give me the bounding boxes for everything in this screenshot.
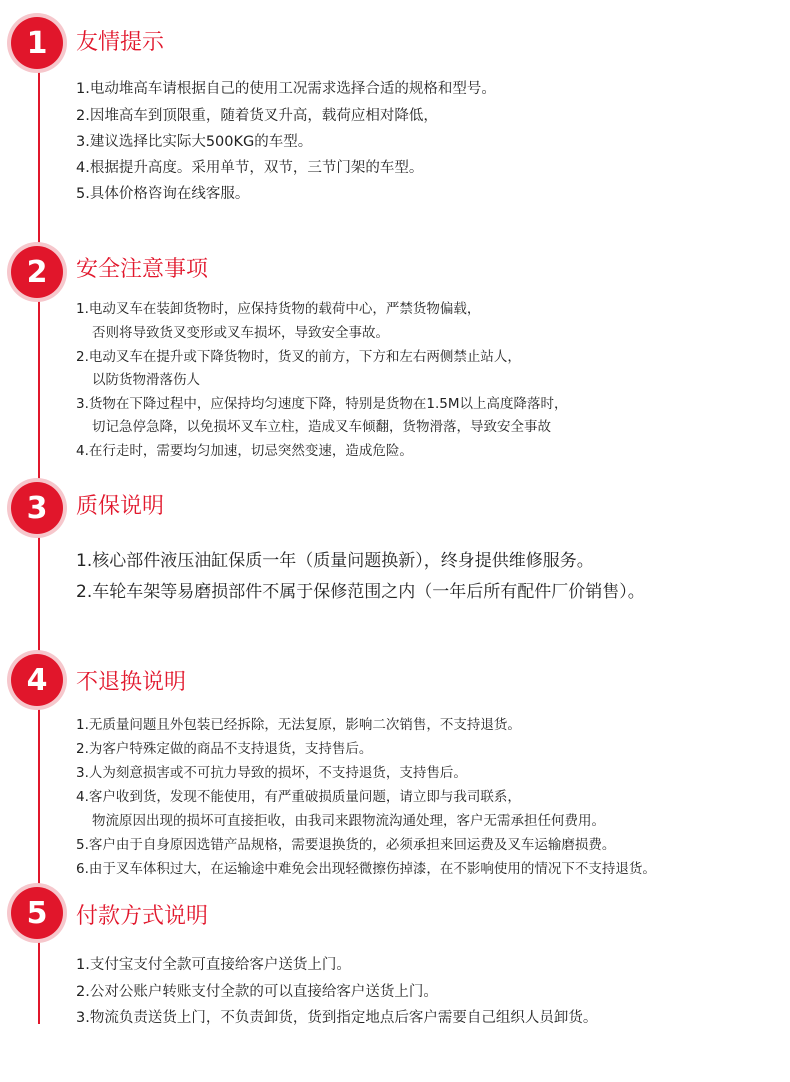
section-4-title: 不退换说明 <box>76 670 187 695</box>
section-1-number-badge: 1 <box>11 17 63 69</box>
section-2-line-1: 1.电动叉车在装卸货物时，应保持货物的载荷中心，严禁货物偏载， <box>76 301 481 317</box>
section-3-line-1: 1.核心部件液压油缸保质一年（质量问题换新），终身提供维修服务。 <box>76 551 594 571</box>
section-5-line-2: 2.公对公账户转账支付全款的可以直接给客户送货上门。 <box>76 984 438 1000</box>
section-2-line-7: 4.在行走时，需要均匀加速，切忌突然变速，造成危险。 <box>76 443 413 459</box>
section-2-line-6: 切记急停急降，以免损坏叉车立柱，造成叉车倾翻，货物滑落，导致安全事故 <box>92 419 551 435</box>
section-1-line-2: 2.因堆高车到顶限重，随着货叉升高，载荷应相对降低， <box>76 108 438 124</box>
section-2-number-badge: 2 <box>11 246 63 298</box>
section-4-line-2: 2.为客户特殊定做的商品不支持退货，支持售后。 <box>76 741 373 757</box>
section-1-line-3: 3.建议选择比实际大500KG的车型。 <box>76 134 313 150</box>
section-1-line-4: 4.根据提升高度。采用单节，双节，三节门架的车型。 <box>76 160 424 176</box>
timeline-line <box>38 50 40 1024</box>
section-2-line-5: 3.货物在下降过程中，应保持均匀速度下降，特别是货物在1.5M以上高度降落时， <box>76 396 568 412</box>
section-4-line-1: 1.无质量问题且外包装已经拆除，无法复原，影响二次销售，不支持退货。 <box>76 717 521 733</box>
section-1-line-5: 5.具体价格咨询在线客服。 <box>76 186 250 202</box>
section-3-title: 质保说明 <box>76 494 165 519</box>
section-5-title: 付款方式说明 <box>76 904 209 929</box>
section-2-line-2: 否则将导致货叉变形或叉车损坏，导致安全事故。 <box>92 325 389 341</box>
section-4-line-5: 物流原因出现的损坏可直接拒收，由我司来跟物流沟通处理，客户无需承担任何费用。 <box>92 813 605 829</box>
section-1-line-1: 1.电动堆高车请根据自己的使用工况需求选择合适的规格和型号。 <box>76 81 496 97</box>
section-5-line-1: 1.支付宝支付全款可直接给客户送货上门。 <box>76 957 351 973</box>
section-4-line-4: 4.客户收到货，发现不能使用，有严重破损质量问题，请立即与我司联系， <box>76 789 521 805</box>
section-3-number-badge: 3 <box>11 482 63 534</box>
section-5-line-3: 3.物流负责送货上门，不负责卸货，货到指定地点后客户需要自己组织人员卸货。 <box>76 1010 598 1026</box>
section-2-title: 安全注意事项 <box>76 257 209 282</box>
section-5-number-badge: 5 <box>11 887 63 939</box>
section-2-line-4: 以防货物滑落伤人 <box>92 372 200 388</box>
section-3-line-2: 2.车轮车架等易磨损部件不属于保修范围之内（一年后所有配件厂价销售）。 <box>76 582 645 602</box>
section-2-line-3: 2.电动叉车在提升或下降货物时，货叉的前方，下方和左右两侧禁止站人， <box>76 349 521 365</box>
section-4-number-badge: 4 <box>11 654 63 706</box>
section-1-title: 友情提示 <box>76 30 165 55</box>
section-4-line-7: 6.由于叉车体积过大，在运输途中难免会出现轻微擦伤掉漆，在不影响使用的情况下不支持退货。 <box>76 861 656 877</box>
section-4-line-3: 3.人为刻意损害或不可抗力导致的损坏，不支持退货，支持售后。 <box>76 765 467 781</box>
section-4-line-6: 5.客户由于自身原因选错产品规格，需要退换货的，必须承担来回运费及叉车运输磨损费。 <box>76 837 616 853</box>
